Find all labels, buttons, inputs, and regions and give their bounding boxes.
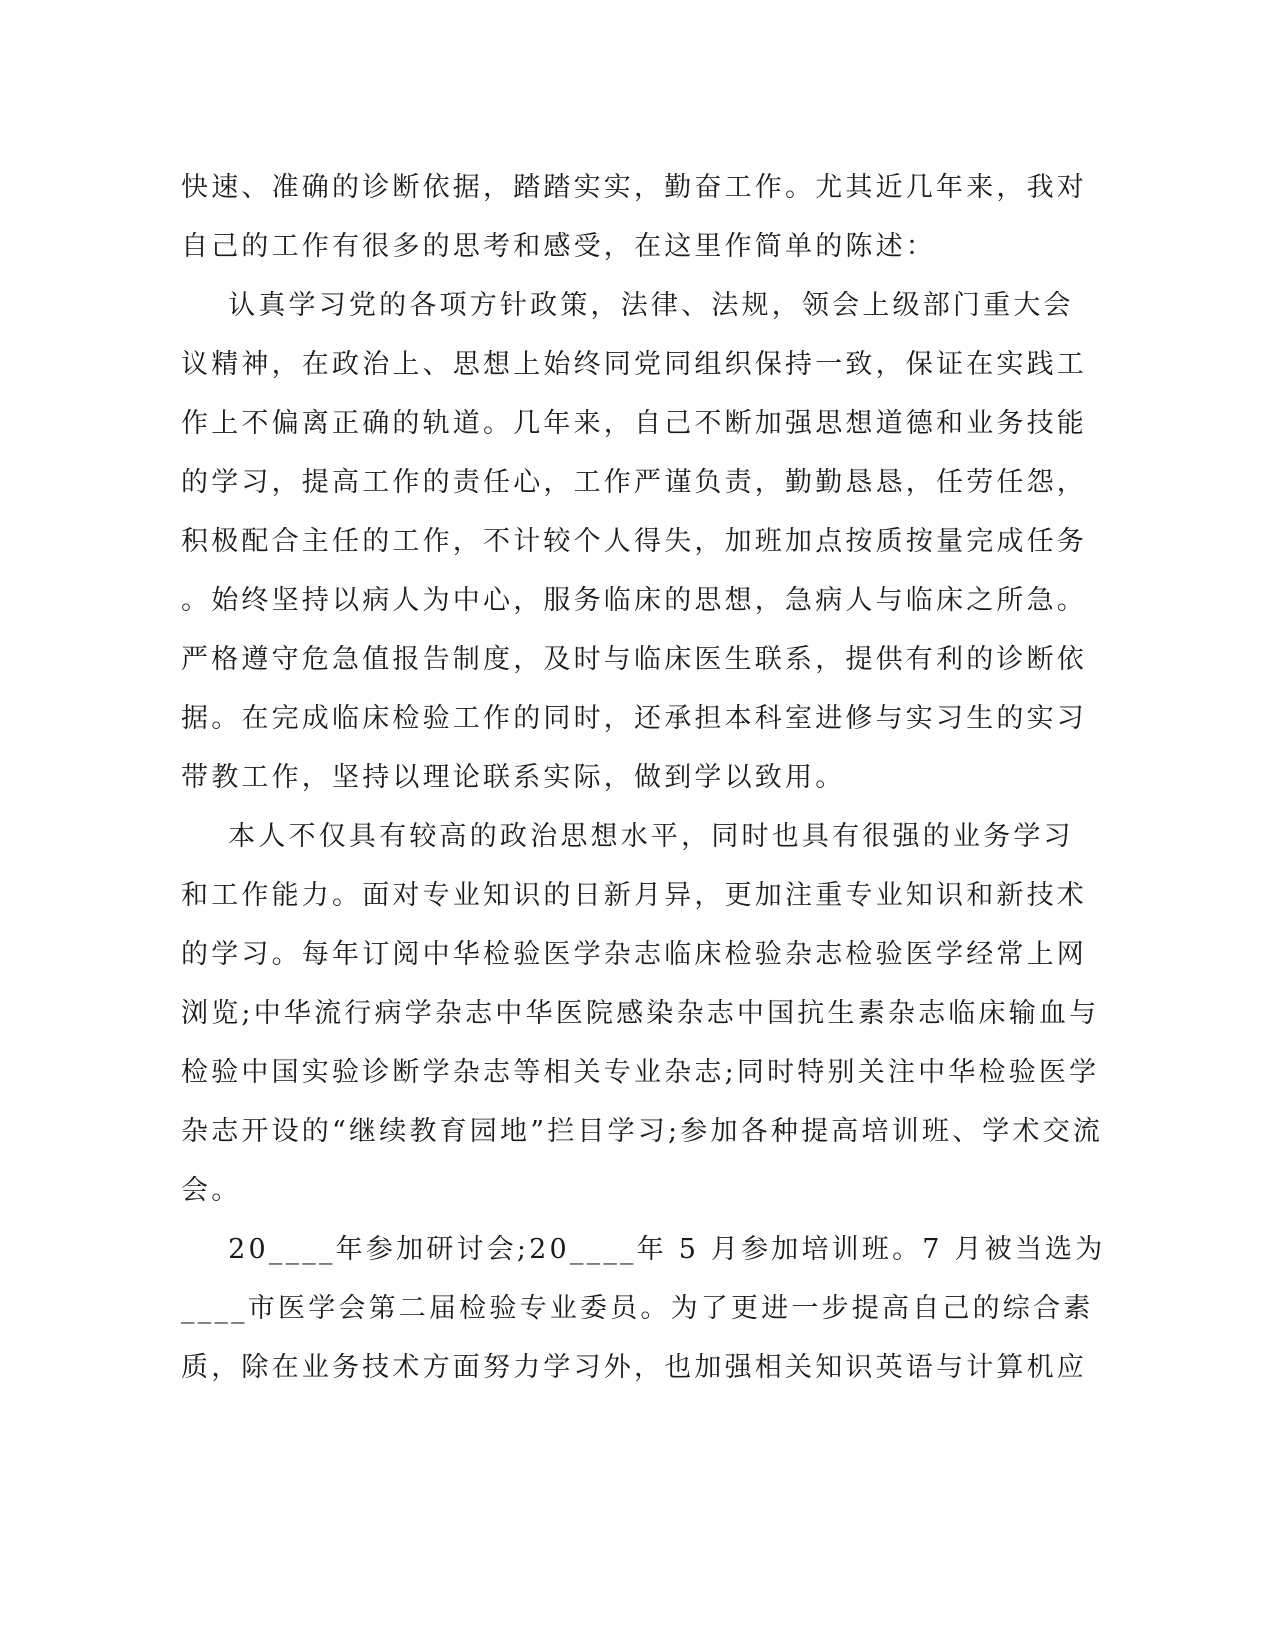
text-line: 和工作能力。面对专业知识的日新月异，更加注重专业知识和新技术 <box>181 880 1087 911</box>
text-line: 质，除在业务技术方面努力学习外，也加强相关知识英语与计算机应 <box>181 1352 1087 1383</box>
text-line: 自己的工作有很多的思考和感受，在这里作简单的陈述： <box>181 231 936 262</box>
text-line: 的学习。每年订阅中华检验医学杂志临床检验杂志检验医学经常上网 <box>181 939 1087 970</box>
text-line: 认真学习党的各项方针政策，法律、法规，领会上级部门重大会 <box>181 290 1074 321</box>
text-line: 检验中国实验诊断学杂志等相关专业杂志;同时特别关注中华检验医学 <box>181 1057 1100 1088</box>
text-line: 20____年参加研讨会;20____年 5 月参加培训班。7 月被当选为 <box>181 1234 1106 1265</box>
text-line: 严格遵守危急值报告制度，及时与临床医生联系，提供有利的诊断依 <box>181 644 1087 675</box>
text-line: 带教工作，坚持以理论联系实际，做到学以致用。 <box>181 762 846 793</box>
text-line: 的学习，提高工作的责任心，工作严谨负责，勤勤恳恳，任劳任怨， <box>181 467 1087 498</box>
text-line: 本人不仅具有较高的政治思想水平，同时也具有很强的业务学习 <box>181 821 1074 852</box>
text-line: 浏览;中华流行病学杂志中华医院感染杂志中国抗生素杂志临床输血与 <box>181 998 1100 1029</box>
text-line: ____市医学会第二届检验专业委员。为了更进一步提高自己的综合素 <box>181 1293 1094 1324</box>
text-line: 议精神，在政治上、思想上始终同党同组织保持一致，保证在实践工 <box>181 349 1087 380</box>
text-line: 作上不偏离正确的轨道。几年来，自己不断加强思想道德和业务技能 <box>181 408 1087 439</box>
text-line: 快速、准确的诊断依据，踏踏实实，勤奋工作。尤其近几年来，我对 <box>181 172 1087 203</box>
text-line: 积极配合主任的工作，不计较个人得失，加班加点按质按量完成任务 <box>181 526 1087 557</box>
text-line: 会。 <box>181 1175 242 1206</box>
text-line: 杂志开设的“继续教育园地”拦目学习;参加各种提高培训班、学术交流 <box>181 1116 1104 1147</box>
document-body <box>181 158 1106 1397</box>
text-line: 据。在完成临床检验工作的同时，还承担本科室进修与实习生的实习 <box>181 703 1087 734</box>
text-line: 。始终坚持以病人为中心，服务临床的思想，急病人与临床之所急。 <box>181 585 1087 616</box>
